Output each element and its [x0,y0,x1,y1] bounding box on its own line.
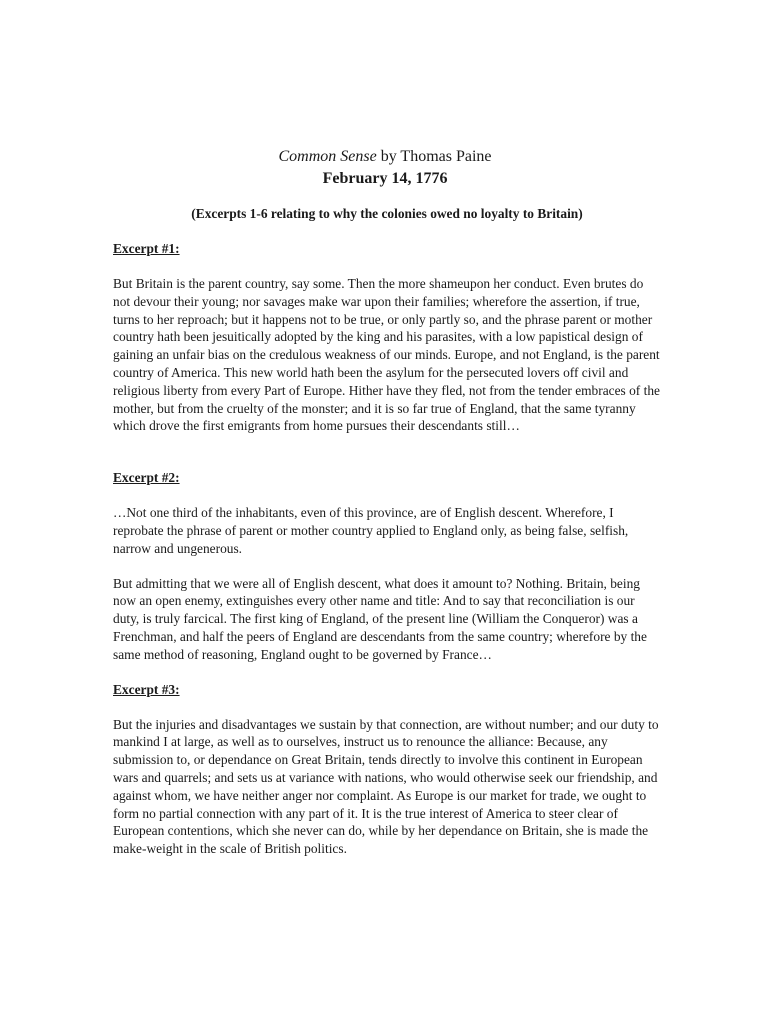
excerpt-1-heading: Excerpt #1: [113,241,180,256]
excerpt-2-paragraph-1: …Not one third of the inhabitants, even of this province, are of English descent. Wherefore, I reprobate the phrase of parent or mother country applied to England only, as being false, selfish, narrow and ungenerous. [113,505,629,556]
document-date: February 14, 1776 [322,170,448,187]
excerpt-2-paragraph-2: But admitting that we were all of English descent, what does it amount to? Nothing. Britain, being now an open enemy, extinguishes every other name and title: And to say that reconciliation is our duty, is truly farcical. The first king of England, of the present line (William the Conqueror) was a Frenchman, and half the peers of England are descendants from the same country; wherefore by the same method of reasoning, England ought to be governed by France… [113,575,647,662]
document-subtitle: (Excerpts 1-6 relating to why the colonies owed no loyalty to Britain) [191,206,583,221]
title-author: by Thomas Paine [376,148,492,165]
document-page [113,146,661,858]
excerpt-2-heading: Excerpt #2: [113,470,180,486]
excerpt-1-paragraph: But Britain is the parent country, say some. Then the more shameupon her conduct. Even brutes do not devour their young; nor savages make war upon their families; wherefore the assertion, if true, turns to her reproach; but it happens not to be true, or only partly so, and the phrase parent or mother country hath been jesuitically adopted by the king and his parasites, with a low papistical design of gaining an unfair bias on the credulous weakness of our minds. Europe, and not England, is the parent country of America. This new world hath been the asylum for the persecuted lovers off civil and religious liberty from every Part of Europe. Hither have they fled, not from the tender embraces of the mother, but from the cruelty of the monster; and it is so far true of England, that the same tyranny which drove the first emigrants from home pursues their descendants still… [113,276,660,434]
document-title [113,146,545,168]
excerpt-3-paragraph: But the injuries and disadvantages we sustain by that connection, are without number; and our duty to mankind I at large, as well as to ourselves, instruct us to renounce the alliance: Because, any submission to, or dependance on Great Britain, tends directly to involve this continent in European wars and quarrels; and sets us at variance with nations, who would otherwise seek our friendship, and against whom, we have neither anger nor complaint. As Europe is our market for trade, we ought to form no partial connection with any part of it. It is the true interest of America to steer clear of European contentions, which she never can do, while by her dependance on Britain, she is made the make-weight in the scale of British politics. [113,716,659,857]
title-italic: Common Sense [278,148,377,165]
excerpt-3-heading: Excerpt #3: [113,681,180,697]
